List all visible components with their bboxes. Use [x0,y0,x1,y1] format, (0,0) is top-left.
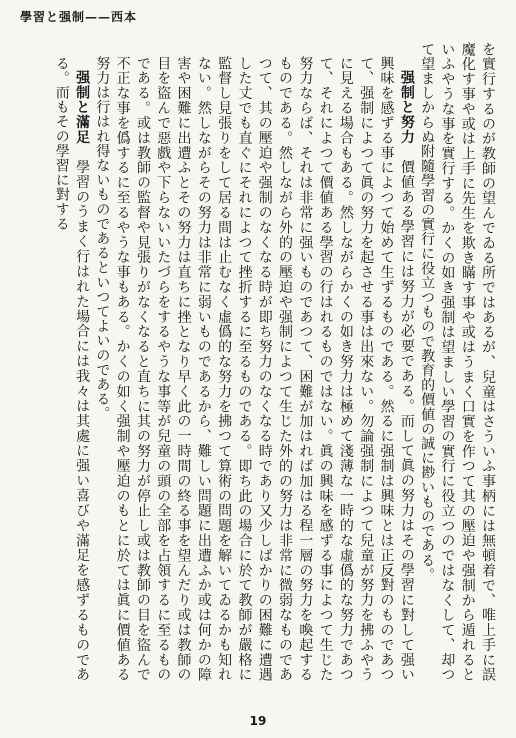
section-satisfaction [51,56,92,682]
paragraph-text: 價値ある學習には努力が必要である。而して眞の努力はその學習に對して强い興味を感ずる事によつて始めて生ずるものである。然るに强制は興味とは正反對のものであつて、强制によつて眞の努力を起させる事は出來ない。勿論强制によつて兒童が努力を拂ふやうに見える場合もある。然しながらかくの如き努力は極めて淺薄な一時的な虛僞的な努力であつて、それによつて價値ある學習の行はれるものではない。眞の興味を感ずる事によつて生じた努力ならば、それは非常に强いものであつて、困難が加はれば加はる程一層の努力を喚起するものである。然しながら外的の壓迫や强制によつて生じた外的の努力は非常に微弱なものであつて、其の壓迫や强制のなくなる時が即ち努力のなくなる時であり又少しばかりの困難に遭遇した丈でも直ぐにそれによつて挫折するに至るものである。即ち此の場合に於て教師が嚴格に監督し見張りをして居る間は止むなく虛僞的な努力を拂つて算術の問題を解いてゐるかも知れない。然しながらその努力は非常に弱いものであるから、難しい問題に出遭ふか或は何かの障害や困難に出遭ふとその努力は直ちに挫となり早く此の一時間の終る事を望んだり或は教師の目を盜んで惡戲や下らないいたづらをするやうな事等が兒童の頭の全部を占領するに至るものである。或は教師の監督や見張りがなくなると直ちに其の努力が停止し或は教師の目を盜んで不正な事を僞するに至るやうな事もある。かくの如く强制や壓迫のもとに於ては眞に價値ある努力は行はれ得ないものであるといつてよいのである。 [94,56,415,682]
page-number: 19 [249,714,267,728]
paragraph-continuation [417,42,498,682]
section-heading-satisfaction: 强制と滿足 [74,70,91,145]
body-text [26,42,498,682]
paragraph-text: を實行するのが教師の望んでゐる所ではあるが、兒童はさういふ事柄には無頓着で、唯上手に誤魔化す事や或は上手に先生を欺き瞞す事や或はうまく口實を作つて其の壓迫や强制から遁れるといふやうな事を實行する。かくの如き强制は望ましい學習の實行に役立つのではなくして、却つて望ましからぬ附隨學習の實行に役立つもので教育的價値の誠に尠いものである。 [419,42,496,682]
paragraph-text: 學習のうまく行はれた場合には我々は其處に强い喜びや滿足を感ずるものである。而もその學習に對する [53,56,91,682]
running-head: 學習と强制——西本 [20,10,138,24]
section-heading-effort: 强制と努力 [398,70,415,145]
section-effort [92,56,417,682]
